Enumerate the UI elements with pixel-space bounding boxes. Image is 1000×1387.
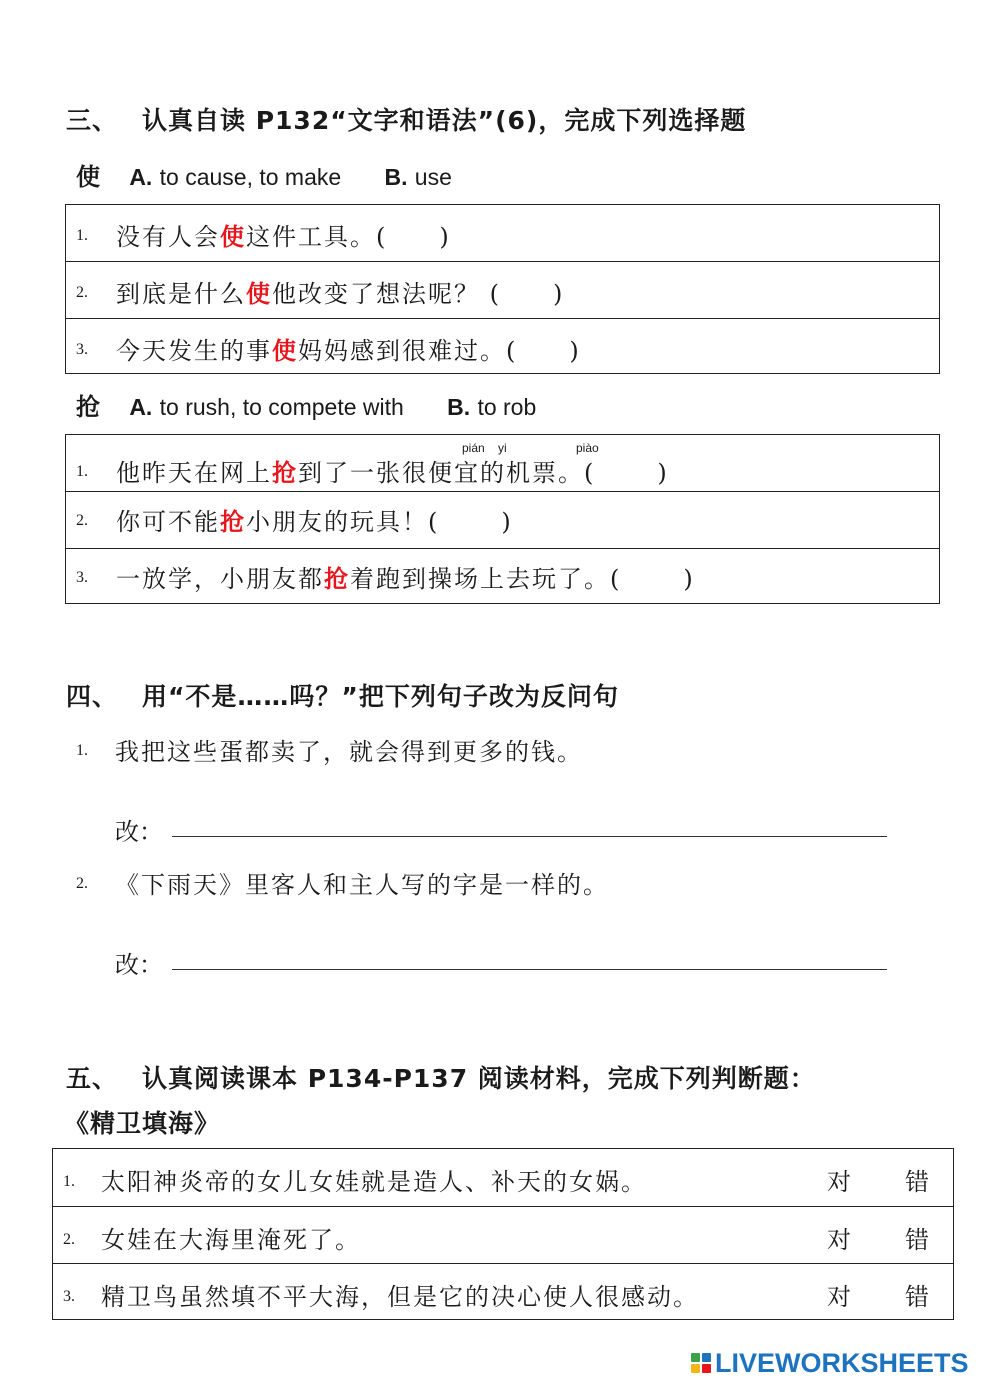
table-row (66, 205, 939, 261)
section-5-title: 认真阅读课本 P134-P137 阅读材料，完成下列判断题： (142, 1064, 816, 1093)
highlight-char: 使 (220, 222, 246, 251)
row-number: 3. (63, 1288, 75, 1305)
false-option[interactable]: 错 (905, 1168, 929, 1196)
judgement-table (52, 1148, 954, 1320)
logo-mark-icon (691, 1353, 711, 1373)
highlight-char: 抢 (220, 507, 246, 536)
rewrite-answer-line[interactable] (172, 836, 887, 837)
row-sentence: 到底是什么使他改变了想法呢？ ( ) (116, 279, 565, 308)
table-row (66, 491, 939, 548)
vocab-char: 抢 (76, 393, 100, 421)
section-3-title: 认真自读 P132“文字和语法”(6)，完成下列选择题 (142, 106, 747, 135)
section-5-number: 五、 (66, 1064, 119, 1093)
option-b-label: B. (447, 394, 471, 420)
logo-text: LIVEWORKSHEETS (715, 1347, 969, 1378)
table-row (53, 1206, 953, 1263)
row-number: 1. (76, 227, 88, 244)
option-a-label: A. (129, 164, 153, 190)
option-a-label: A. (129, 394, 153, 420)
table-row (53, 1263, 953, 1319)
table-row (66, 435, 939, 491)
row-sentence: 今天发生的事使妈妈感到很难过。( ) (116, 336, 581, 365)
pinyin-piao: piào (576, 441, 599, 455)
table-row (66, 318, 939, 373)
row-number: 3. (76, 341, 88, 358)
question-number: 2. (76, 875, 88, 892)
rewrite-label: 改： (115, 951, 163, 979)
row-number: 1. (76, 463, 88, 480)
question-sentence: 《下雨天》里客人和主人写的字是一样的。 (115, 871, 609, 899)
row-statement: 女娃在大海里淹死了。 (101, 1226, 361, 1254)
highlight-char: 抢 (272, 458, 298, 487)
row-number: 2. (76, 284, 88, 301)
option-b-text: to rob (477, 394, 537, 420)
liveworksheets-logo[interactable] (691, 1348, 969, 1378)
row-statement: 精卫鸟虽然填不平大海，但是它的决心使人很感动。 (101, 1283, 699, 1311)
option-b-text: use (414, 164, 452, 190)
vocab-line-qiang (76, 387, 536, 422)
rewrite-answer-line[interactable] (172, 969, 887, 970)
row-number: 2. (63, 1231, 75, 1248)
row-number: 3. (76, 569, 88, 586)
vocab-line-shi (76, 157, 452, 192)
option-b-label: B. (384, 164, 408, 190)
table-row (53, 1149, 953, 1206)
row-statement: 太阳神炎帝的女儿女娃就是造人、补天的女娲。 (101, 1168, 647, 1196)
table-row (66, 261, 939, 318)
section-4-number: 四、 (66, 682, 119, 711)
question-number: 1. (76, 742, 88, 759)
section-3-heading (66, 101, 746, 137)
true-option[interactable]: 对 (827, 1283, 851, 1311)
option-a-text: to cause, to make (159, 164, 342, 190)
row-sentence: 你可不能抢小朋友的玩具！( ) (116, 507, 513, 536)
section-3-number: 三、 (66, 106, 119, 135)
option-a-text: to rush, to compete with (159, 394, 404, 420)
row-number: 1. (63, 1173, 75, 1190)
story-title: 《精卫填海》 (64, 1109, 221, 1138)
highlight-char: 使 (272, 336, 298, 365)
choice-table-qiang (65, 434, 940, 604)
highlight-char: 使 (246, 279, 272, 308)
row-number: 2. (76, 512, 88, 529)
row-sentence: 他昨天在网上抢到了一张很便宜的机票。( ) (116, 458, 669, 487)
false-option[interactable]: 错 (905, 1226, 929, 1254)
question-sentence: 我把这些蛋都卖了，就会得到更多的钱。 (115, 738, 583, 766)
pinyin-pian: pián (462, 441, 485, 455)
true-option[interactable]: 对 (827, 1168, 851, 1196)
pinyin-yi: yi (498, 441, 507, 455)
true-option[interactable]: 对 (827, 1226, 851, 1254)
false-option[interactable]: 错 (905, 1283, 929, 1311)
vocab-char: 使 (76, 163, 100, 191)
table-row (66, 548, 939, 603)
highlight-char: 抢 (324, 564, 350, 593)
section-4-heading (66, 677, 619, 713)
row-sentence: 没有人会使这件工具。( ) (116, 222, 451, 251)
section-5-heading (66, 1059, 816, 1095)
rewrite-label: 改： (115, 818, 163, 846)
choice-table-shi (65, 204, 940, 374)
row-sentence: 一放学，小朋友都抢着跑到操场上去玩了。( ) (116, 564, 695, 593)
section-4-title: 用“不是……吗？”把下列句子改为反问句 (142, 682, 619, 711)
